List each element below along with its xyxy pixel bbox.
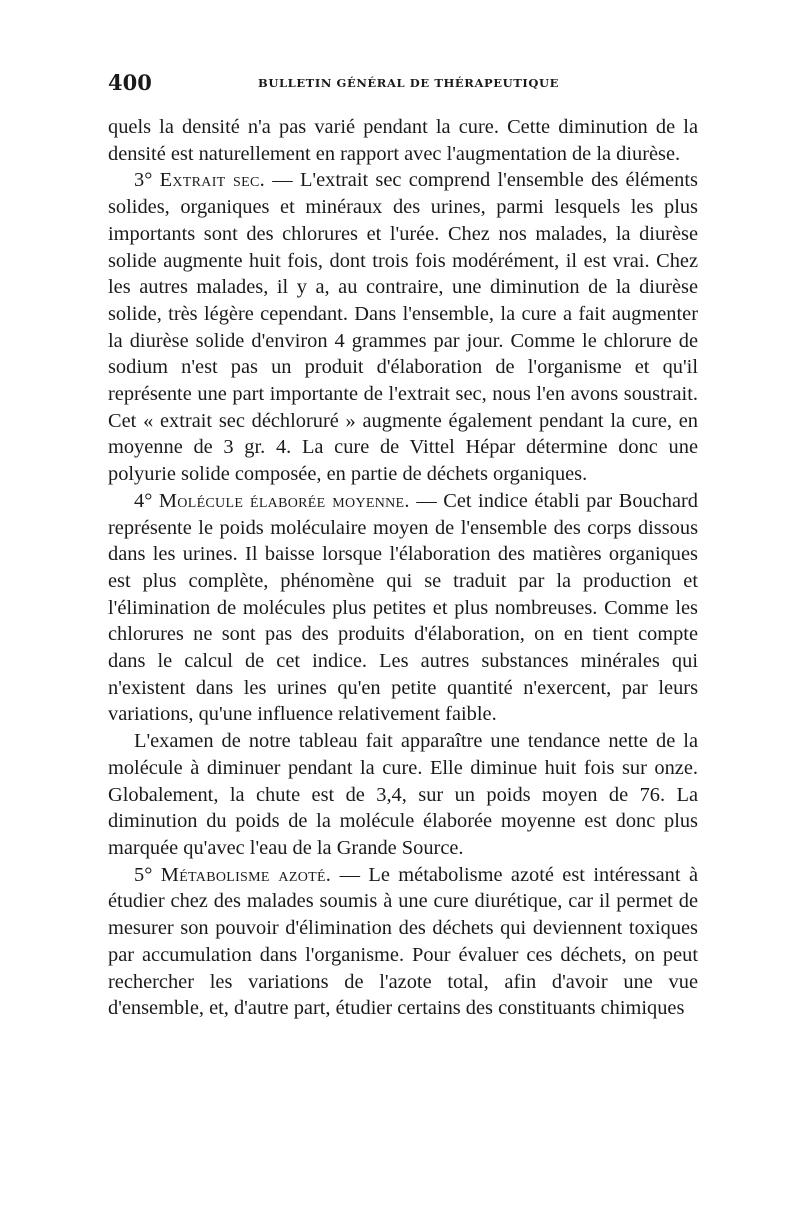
section-text: — Cet indice établi par Bouchard représente le poids moléculaire moyen de l'ensemble des corps dissous dans les urines. Il baisse lorsque l'élaboration des matières organiques est plus complète, phénomène qui se traduit par la production et l'élimination de molécules plus petites et plus nombreuses. Comme les chlorures ne sont pas des produits d'élaboration, on en tient compte dans le calcul de cet indice. Les autres substances minérales qui n'existent dans les urines qu'en petite quantité n'exercent, par leurs variations, qu'une influence relativement faible.	[108, 489, 698, 726]
paragraph-density-continuation: quels la densité n'a pas varié pendant la cure. Cette diminution de la densité est naturellement en rapport avec l'augmentation de la diurèse.	[108, 116, 698, 165]
page-number: 400	[108, 70, 152, 95]
section-number: 3°	[134, 169, 153, 192]
paragraph-examen: L'examen de notre tableau fait apparaître une tendance nette de la molécule à diminuer pendant la cure. Elle diminue huit fois sur onze. Globalement, la chute est de 3,4, sur un poids moyen de 76. La diminution du poids de la molécule élaborée moyenne est donc plus marquée qu'avec l'eau de la Grande Source.	[108, 730, 698, 859]
paragraph-metabolisme	[108, 862, 698, 1022]
running-title: BULLETIN GÉNÉRAL DE THÉRAPEUTIQUE	[258, 76, 559, 90]
section-text: — L'extrait sec comprend l'ensemble des éléments solides, organiques et minéraux des urines, parmi lesquels les plus importants sont des chlorures et l'urée. Chez nos malades, la diurèse solide augmente huit fois, dont trois fois modérément, il est vrai. Chez les autres malades, il y a, au contraire, une diminution de la diurèse solide, très légère cependant. Dans l'ensemble, la cure a fait augmenter la diurèse solide d'environ 4 grammes par jour. Comme le chlorure de sodium n'est pas un produit d'élaboration de l'organisme et qu'il représente une part importante de l'extrait sec, nous l'en avons soustrait. Cet « extrait sec déchloruré » augmente également pendant la cure, en moyenne de 3 gr. 4. La cure de Vittel Hépar détermine donc une polyurie solide composée, en partie de déchets organiques.	[108, 169, 698, 486]
section-heading-extrait-sec: Extrait sec.	[159, 169, 266, 192]
section-number: 5°	[134, 863, 153, 886]
section-heading-metabolisme: Métabolisme azoté.	[160, 863, 332, 886]
paragraph-molecule	[108, 488, 698, 728]
section-number: 4°	[134, 489, 153, 512]
body-text	[108, 114, 698, 1022]
page-header	[108, 70, 698, 100]
section-heading-molecule: Molécule élaborée moyenne.	[158, 489, 410, 512]
page	[108, 70, 698, 1022]
paragraph-extrait-sec	[108, 167, 698, 487]
section-text: — Le métabolisme azoté est intéressant à étudier chez des malades soumis à une cure diurétique, car il permet de mesurer son pouvoir d'élimination des déchets qui deviennent toxiques par accumulation dans l'organisme. Pour évaluer ces déchets, on peut rechercher les variations de l'azote total, afin d'avoir une vue d'ensemble, et, d'autre part, étudier certains des constituants chimiques	[108, 863, 698, 1020]
